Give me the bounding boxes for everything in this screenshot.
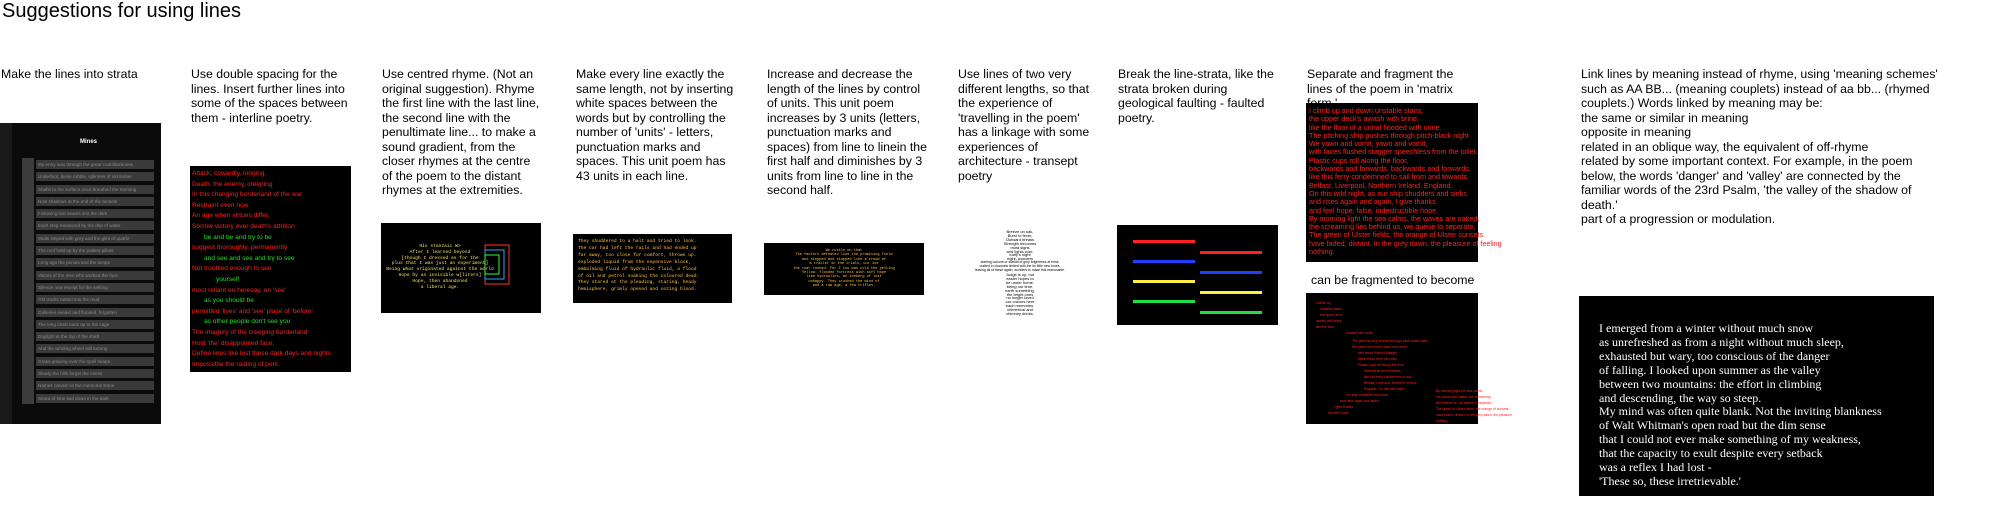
transept-description: Use lines of two very different lengths, so that the experience of 'travelling in the poem' has a linkage with some experiences of architecture - transept poetry bbox=[958, 67, 1090, 183]
transept-short-line: early's night bbox=[1009, 252, 1031, 258]
fragment-line: I climb up bbox=[1316, 301, 1331, 305]
transept-short-line: the bright ones bbox=[1006, 291, 1034, 297]
meaning-item: related in an oblique way, the equivalent of off-rhyme bbox=[1581, 139, 1869, 154]
fragment-line: Plastic cups roll along the floor, bbox=[1358, 363, 1405, 367]
meaning-item: opposite in meaning bbox=[1581, 125, 1692, 139]
strata-vertical-bar bbox=[22, 158, 34, 404]
fragment-line: and rises again and again, bbox=[1340, 399, 1380, 403]
strata-line: Long ago the ponies and the lamps bbox=[36, 258, 154, 267]
strata-line: Underfoot, loose rubble, splinters of old timber bbox=[36, 172, 154, 181]
meaning-line: that I could not ever make something of my weakness, bbox=[1599, 432, 1861, 447]
strata-lines bbox=[36, 160, 154, 406]
fragment-line: flooded with urine. bbox=[1346, 331, 1374, 335]
interline-line: as other people don't see you bbox=[204, 318, 291, 326]
matrix-line: like this ferry condemned to sail from and towards bbox=[1309, 172, 1468, 182]
fault-line-right bbox=[1200, 251, 1262, 254]
fragment-line: our ship shudders and sinks bbox=[1346, 393, 1389, 397]
transept-short-line: most signs bbox=[1010, 244, 1030, 250]
gradient-line: and stopped and stopped like a crowd of bbox=[801, 257, 887, 262]
strata-line: The roof held up by the patient pillars bbox=[36, 246, 154, 255]
fragment-line: with faces flushed stagger bbox=[1358, 351, 1398, 355]
unit-lines bbox=[578, 239, 728, 294]
meaning-line: of falling. I looked upon summer as the valley bbox=[1599, 362, 1821, 377]
fault-line-left bbox=[1133, 240, 1195, 243]
matrix-line: and feel hope, false, indestructible hope. bbox=[1309, 205, 1439, 215]
meaning-line: was a reflex I had lost - bbox=[1599, 460, 1712, 475]
transept-long-line: crafted in channels limited with the tin little new hours, bbox=[979, 264, 1061, 269]
transept-short-line: and lights over, bbox=[1006, 248, 1034, 254]
matrix-line: the upper deck's awash with brine, bbox=[1309, 114, 1420, 124]
fragment-line: and feel hope, bbox=[1328, 411, 1350, 415]
matrix-line: the screaming lies behind us, we queue to separate. bbox=[1309, 222, 1476, 232]
meaning-line: exhausted but wary, too conscious of the danger bbox=[1599, 348, 1830, 363]
matrix-poem-panel bbox=[1306, 103, 1502, 262]
interline-line: Define lines like lost these dark days and nights bbox=[192, 350, 331, 358]
matrix-line: We yawn and vomit, yawn and vomit, bbox=[1309, 139, 1428, 149]
gradient-line: The factors defeated like the promising field bbox=[795, 253, 893, 258]
matrix-line: By morning light the sea calms, the waves are naked, bbox=[1309, 213, 1480, 223]
transept-short-line: Strength becomes bbox=[1003, 240, 1037, 246]
matrix-line: and rises again and again, I give thanks bbox=[1309, 197, 1436, 207]
matrix-fragment-caption: can be fragmented to become bbox=[1311, 273, 1475, 287]
matrix-line: The pitching ship pushes through pitch-black night bbox=[1309, 130, 1469, 140]
interline-line: Impossible the raiding of peril. bbox=[192, 360, 280, 368]
fault-line-right bbox=[1200, 311, 1262, 314]
meaning-lines bbox=[1599, 322, 1929, 489]
transept-short-line: be under home, bbox=[1005, 279, 1035, 285]
transept-long-line: leaving all of these again, wonders to make this reasonable. bbox=[975, 268, 1065, 273]
fault-line-left bbox=[1133, 260, 1195, 263]
gradient-line: We rustle on that bbox=[825, 249, 863, 253]
fragment-line: awash with brine, bbox=[1316, 319, 1343, 323]
gradient-line: unhappy. They crushed the mind of bbox=[808, 279, 880, 284]
gradient-line: like hydraulics, an iceberg of lost bbox=[806, 275, 882, 280]
transept-short-line: Breeze on oak, bbox=[1006, 229, 1034, 234]
meaning-scheme-poem-panel bbox=[1579, 296, 1934, 496]
fragment-line: The green of Ulster fields, the orange of sunsets bbox=[1436, 407, 1509, 411]
centred-line: plus that I was just an experiment] bbox=[391, 261, 489, 267]
centred-line: a liberal age. bbox=[420, 284, 460, 290]
interline-line: be and be and try to be bbox=[204, 233, 272, 241]
interline-line: The imagery of the creeping borderland bbox=[192, 328, 308, 336]
matrix-line: have faded, distant. In the grey dawn, the pleasure of feeling bbox=[1309, 238, 1502, 248]
transept-short-line: Outward breaks bbox=[1005, 236, 1035, 242]
strata-line: Voices of the men who worked the face bbox=[36, 271, 154, 280]
strata-line: Shafts to the surface once breathed the morning bbox=[36, 185, 154, 194]
gradient-line: a trailer in the trials, our ice bbox=[809, 262, 879, 267]
matrix-line: On this wild night, as our ship shudders and sinks bbox=[1309, 188, 1467, 198]
strata-line: Galleries sealed and flooded, forgotten bbox=[36, 308, 154, 317]
meaning-line: and descending, the way so steep. bbox=[1599, 390, 1762, 405]
transept-short-line: chimney drinks. bbox=[1006, 311, 1034, 317]
centred-rhyme-description: Use centred rhyme. (Not an original suggestion). Rhyme the first line with the last line, the second line with the penultimate line... to make a sound gradient, from the closer rhymes at the centre of the poem to the distant rhymes at the extremities. bbox=[382, 67, 540, 197]
meaning-line: that the capacity to exult despite every setback bbox=[1599, 446, 1823, 461]
strata-line: Walls striped with grey and the glint of quartz bbox=[36, 234, 154, 243]
matrix-line: like the floor of a urinal flooded with urine. bbox=[1309, 122, 1442, 132]
fragment-line: England. On this wild night bbox=[1364, 387, 1405, 391]
interline-line: and see and see and try to see bbox=[204, 254, 295, 262]
fragment-line: backwards and forwards, bbox=[1364, 369, 1402, 373]
strata-line: Grass growing over the spoil heaps bbox=[36, 357, 154, 366]
unit-poem-panel bbox=[573, 234, 732, 303]
matrix-line: Belfast, Liverpool, Northern Ireland, England. bbox=[1309, 180, 1453, 190]
transept-short-line: being our time, bbox=[1006, 283, 1034, 289]
strata-line: Now shadows at the end of the tunnels bbox=[36, 197, 154, 206]
matrix-line: backwards and forwards, backwards and forwards, bbox=[1309, 164, 1471, 174]
fragment-line: lies behind us, we queue to separate. bbox=[1436, 401, 1493, 405]
interline-line: suggest thoroughly, permanently bbox=[192, 244, 288, 252]
interline-line: Death, the enemy, creeping bbox=[192, 180, 273, 188]
fragment-line: the upper deck bbox=[1320, 313, 1343, 317]
meaning-line: My mind was often quite blank. Not the inviting blankness bbox=[1599, 404, 1882, 419]
strata-line: Following lost seams into the dark bbox=[36, 209, 154, 218]
centred-lines bbox=[381, 244, 499, 290]
meaning-scheme-intro: Link lines by meaning instead of rhyme, using 'meaning schemes' such as AA BB... (meaning couplets) instead of aa bb... (rhymed couplets.) Words linked by meaning may be: bbox=[1581, 67, 1938, 110]
fragment-line: like the floor bbox=[1316, 325, 1335, 329]
strata-line: Strata of time laid down in the dark bbox=[36, 394, 154, 403]
transept-lines bbox=[950, 230, 1090, 316]
meaning-scheme-description bbox=[1581, 67, 1941, 227]
matrix-line: I climb up and down unstable stairs, bbox=[1309, 106, 1424, 115]
meaning-item: the same or similar in meaning bbox=[1581, 110, 1749, 125]
transept-short-line: our colours here bbox=[1005, 299, 1035, 305]
meaning-line: between two mountains: the effort in climbing bbox=[1599, 376, 1822, 391]
transept-short-line: chimerical and bbox=[1007, 307, 1033, 313]
interline-line: Attack, cowardly, longing, bbox=[192, 170, 267, 177]
increase-decrease-panel bbox=[764, 243, 924, 295]
interline-description: Use double spacing for the lines. Insert further lines into some of the spaces between them - interline poetry. bbox=[191, 67, 348, 125]
strata-poem-title: Mines bbox=[80, 139, 98, 145]
strata-line: Silence now except for the settling bbox=[36, 283, 154, 292]
strata-line: My entry was through the great coal-blackness bbox=[36, 160, 154, 169]
transept-short-line: earth something, bbox=[1005, 287, 1035, 293]
strata-line: Each step measured by the drip of water bbox=[36, 221, 154, 230]
fault-line-left bbox=[1133, 280, 1195, 283]
matrix-lines bbox=[1309, 106, 1502, 257]
strata-left-strip bbox=[0, 123, 12, 424]
interline-line: Restraint even now bbox=[192, 201, 249, 209]
strata-line: Daylight at the top of the shaft bbox=[36, 332, 154, 341]
interline-lines bbox=[192, 169, 349, 370]
fault-line-right bbox=[1200, 291, 1262, 294]
meaning-line: 'These so, these irretrievable.' bbox=[1599, 473, 1741, 488]
strata-line: The long climb back up to the cage bbox=[36, 320, 154, 329]
unit-line: embalming fluid of hydraulic fluid, a flood bbox=[578, 266, 697, 272]
fragment-line: nothing. bbox=[1436, 419, 1449, 423]
unit-line: far away, too close for comfort, thrown up. bbox=[578, 252, 697, 258]
centred-line: After I learned beyond bbox=[409, 249, 471, 255]
meaning-item: part of a progression or modulation. bbox=[1581, 212, 1776, 226]
interline-line: Hold 'the' disappointed face. bbox=[192, 339, 275, 347]
fault-line-left bbox=[1133, 300, 1195, 303]
centred-line: His stanzaic W> bbox=[419, 244, 461, 249]
transept-short-line: Burst to fever, bbox=[1007, 232, 1033, 238]
fragment-line: Belfast, Liverpool, Northern Ireland bbox=[1364, 381, 1417, 385]
matrix-line: The green of Ulster fields, the orange of Ulster sunsets bbox=[1309, 230, 1484, 240]
unit-length-description: Make every line exactly the same length, not by inserting white spaces between the words but by controlling the number of 'units' - letters, punctuation marks and spaces. This unit poem has 43 units in each line. bbox=[576, 67, 734, 183]
centred-line: [though I dressed as for the bbox=[401, 255, 479, 261]
gradient-line: Yellow: flooded fortress with soft hope bbox=[801, 271, 887, 276]
fragmented-poem-panel bbox=[1306, 293, 1513, 424]
centred-line: Being what originated against the world bbox=[386, 267, 494, 273]
faulted-description: Break the line-strata, like the strata broken during geological faulting - faulted poetry. bbox=[1118, 67, 1274, 125]
transept-short-line: each memories, bbox=[1005, 303, 1035, 309]
interline-line: Sorrow victory over death's attrition bbox=[192, 222, 295, 230]
gradient-lines bbox=[764, 249, 924, 289]
centred-line: Hope by an invisible w[liters] bbox=[398, 272, 482, 278]
strata-line: Names carved on the memorial stone bbox=[36, 381, 154, 390]
interline-line: permitted 'lives' and 'see' place of 'before' bbox=[192, 307, 313, 315]
gradient-line: the roar rushed. For I too was cold the pelting bbox=[793, 266, 895, 271]
interline-line: yourself bbox=[216, 275, 240, 283]
unit-line: of oil and petrol soaking the coloured dead. bbox=[578, 273, 700, 279]
fragment-line: like this ferry condemned to sail bbox=[1364, 375, 1412, 379]
interline-line: as you should be bbox=[204, 297, 254, 305]
meaning-item: related by some important context. For example, in the poem below, the words 'danger' and 'valley' are connected by the familiar words of the 23rd Psalm, 'the valley of the shadow of death.' bbox=[1581, 154, 1913, 212]
fragment-line: unstable stairs, bbox=[1320, 307, 1343, 311]
unit-line: The car had left the rails and had ended up bbox=[578, 245, 697, 251]
unit-line: They stared at the pleading, staring, heady bbox=[578, 280, 697, 286]
fragment-line: speechless from the toilet. bbox=[1358, 357, 1398, 361]
transept-short-line: no longer loved bbox=[1006, 295, 1034, 301]
strata-line: Old tracks rusted into the mud bbox=[36, 295, 154, 304]
fragment-line: I give thanks bbox=[1334, 405, 1354, 409]
gradient-line: and a raw age, a few trifles. bbox=[812, 284, 876, 289]
unit-line: They shuddered to a halt and tried to look. bbox=[578, 239, 697, 244]
interline-line: An age when virtues differ, bbox=[192, 212, 270, 220]
strata-description: Make the lines into strata bbox=[1, 67, 138, 81]
strata-poem-panel bbox=[0, 123, 161, 424]
transept-short-line: night, wonders bbox=[1006, 256, 1033, 262]
transept-long-line: starting colours or starfall of grey brightness at brink, bbox=[980, 260, 1060, 265]
strata-line: And the winding wheel still turning bbox=[36, 344, 154, 353]
centred-rhyme-panel bbox=[381, 223, 541, 313]
fragment-line: We yawn and vomit, yawn and vomit, bbox=[1352, 345, 1408, 349]
fragment-line: By morning light the sea calms bbox=[1436, 389, 1483, 393]
fragment-line: the waves are naked, the screaming bbox=[1436, 395, 1491, 399]
fault-line-right bbox=[1200, 271, 1262, 274]
interline-line: most reliant on heresay, on 'see' bbox=[192, 286, 287, 294]
transept-short-line: Judge is up, not bbox=[1005, 271, 1035, 277]
matrix-line: Plastic cups roll along the floor, bbox=[1309, 155, 1409, 165]
meaning-line: I emerged from a winter without much snow bbox=[1599, 321, 1814, 335]
matrix-line: with faces flushed stagger speechless from the toilet. bbox=[1309, 147, 1478, 157]
interline-poem-panel bbox=[190, 166, 351, 372]
centred-line: Hope, then abandoned bbox=[412, 278, 468, 284]
page-title: Suggestions for using lines bbox=[2, 0, 242, 22]
increase-decrease-description: Increase and decrease the length of the lines by control of units. This unit poem increases by 3 units (letters, punctuation marks and spaces) from line to linein the first half and diminishes by 3 units from line to line in the second half. bbox=[767, 67, 927, 197]
interline-line: Not troubled enough to see bbox=[192, 265, 272, 273]
unit-line: exploded liquid from the expensive block, bbox=[578, 259, 692, 265]
meaning-line: of Walt Whitman's open road but the dim sense bbox=[1599, 418, 1826, 433]
unit-line: hemisphere, grimly opened and oozing blood. bbox=[578, 287, 697, 293]
matrix-description: Separate and fragment the lines of the poem in 'matrix bbox=[1307, 67, 1454, 96]
transept-poem-panel bbox=[950, 230, 1090, 315]
matrix-line: nothing. bbox=[1309, 247, 1335, 257]
meaning-line: as unrefreshed as from a night without much sleep, bbox=[1599, 334, 1844, 349]
fragment-line: have faded, distant. In the grey dawn, the pleasure bbox=[1436, 413, 1513, 417]
interline-line: In this changing borderland of the war bbox=[192, 191, 303, 199]
fragment-line: The pitching ship pushes through pitch-black night bbox=[1352, 339, 1428, 343]
transept-short-line: easier hopes to bbox=[1006, 275, 1034, 281]
strata-line: Slowly the hills forget the mines bbox=[36, 369, 154, 378]
faulted-poem-panel bbox=[1117, 225, 1278, 325]
